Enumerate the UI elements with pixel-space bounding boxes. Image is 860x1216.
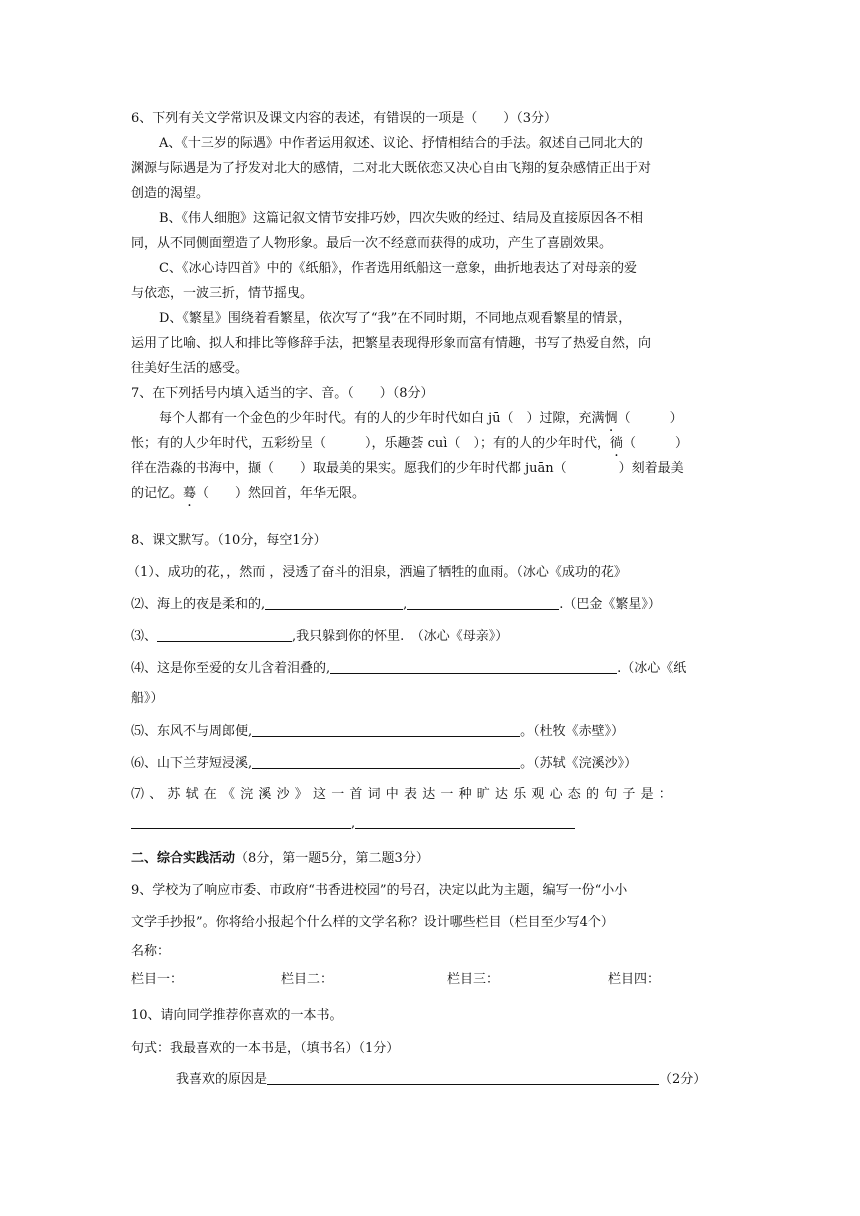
q7-line4-text: 的记忆。 [131,486,184,501]
q8-item-4-cont: 船》） [131,691,164,706]
q6-option-d-line3: 往美好生活的感受。 [131,361,249,376]
q7-passage-line4 [131,485,365,502]
q8-item6-source: 。（苏轼《浣溪沙》） [520,756,638,771]
q8-item2-text: ⑵、海上的夜是柔和的, [131,597,266,612]
q6-option-b-line1: B、《伟人细胞》这篇记叙文情节安排巧妙，四次失败的经过、结局及直接原因各不相 [159,211,644,226]
q9-column-1: 栏目一： [131,972,184,987]
q9-name-label: 名称： [131,944,171,959]
q8-item5-source: 。（杜牧《赤壁》） [520,724,625,739]
q8-item-6 [131,755,637,772]
answer-blank[interactable] [131,815,351,829]
q7-dotted-char-chang: 徜 [609,436,623,451]
answer-blank[interactable] [330,660,617,674]
q10-pattern: 句式：我最喜欢的一本书是，（填书名）（1分） [131,1041,400,1056]
q6-option-a-line1: A、《十三岁的际遇》中作者运用叙述、议论、抒情相结合的手法。叙述自己同北大的 [159,136,643,151]
q8-item2-source: .（巴金《繁星》） [559,597,661,612]
answer-blank[interactable] [267,1071,659,1085]
q7-stem: 7、在下列括号内填入适当的字、音。（ ）（8分） [131,386,434,401]
q8-item4-text: ⑷、这是你至爱的女儿含着泪叠的, [131,661,331,676]
q10-stem: 10、请向同学推荐你喜欢的一本书。 [131,1008,343,1023]
answer-blank[interactable] [252,755,520,769]
q8-item6-text: ⑹、山下兰芽短浸溪, [131,756,253,771]
q8-item-1: （1）、成功的花，，然而 ，浸透了奋斗的泪泉，洒遍了牺牲的血雨。（冰心《成功的花》 [127,565,627,580]
q8-item-5 [131,723,624,740]
answer-blank[interactable] [355,815,575,829]
q7-line1-blank: （ ） [617,411,683,426]
q9-line2: 文学手抄报”。你将给小报起个什么样的文学名称？设计哪些栏目（栏目至少写4个） [131,915,614,930]
section-note: （8分，第一题5分，第二题3分） [235,851,429,866]
q8-item-3 [131,628,508,645]
q6-option-c-line1: C、《冰心诗四首》中的《纸船》，作者选用纸船这一意象，曲折地表达了对母亲的爱 [159,261,637,276]
q6-option-a-line3: 创造的渴望。 [131,186,210,201]
q7-line1-text: 每个人都有一个金色的少年时代。有的人的少年时代如白 jū（ ）过隙，充满 [159,411,605,426]
answer-blank[interactable] [407,596,559,610]
q10-reason-label: 我喜欢的原因是 [176,1072,268,1087]
q7-dotted-char-chou: 惆 [604,411,618,426]
q8-item-7-blanks [131,815,575,832]
q8-item7-sep: , [351,816,356,831]
q6-option-d-line1: D、《繁星》围绕着看繁星，依次写了“我”在不同时期，不同地点观看繁星的情景， [159,311,632,326]
q7-passage-line1 [159,410,683,427]
q8-item4-source: .（冰心《纸 [617,661,687,676]
q8-item2-sep: , [403,597,408,612]
answer-blank[interactable] [157,628,292,642]
answer-blank[interactable] [265,596,403,610]
q6-stem: 6、下列有关文学常识及课文内容的表述，有错误的一项是（ ）（3分） [131,111,558,126]
q6-option-a-line2: 渊源与际遇是为了抒发对北大的感情，二对北大既依恋又决心自由飞翔的复杂感情正出于对 [131,161,652,176]
q7-line2-blank: （ ） [622,436,688,451]
q8-item-7: ⑺、苏轼在《浣溪沙》这一首词中表达一种旷达乐观心态的句子是： [131,787,678,802]
q8-item3-label: ⑶、 [131,629,158,644]
q7-line4-rest: （ ）然回首，年华无限。 [196,486,366,501]
q9-column-3: 栏目三： [447,972,500,987]
q9-column-4: 栏目四： [608,972,661,987]
answer-blank[interactable] [252,723,520,737]
q6-option-d-line2: 运用了比喻、拟人和排比等修辞手法，把繁星表现得形象而富有情趣，书写了热爱自然，向 [131,336,652,351]
q8-item-2 [131,596,661,613]
q7-passage-line2 [131,435,688,452]
q8-item-4 [131,660,686,677]
q7-passage-line3: 徉在浩淼的书海中，撷（ ）取最美的果实。愿我们的少年时代都 juān（ ）刻着最美 [131,461,684,476]
section-title: 二、综合实践活动 [131,851,236,866]
q10-reason-line [176,1071,706,1088]
q6-option-b-line2: 同，从不同侧面塑造了人物形象。最后一次不经意而获得的成功，产生了喜剧效果。 [131,236,613,251]
q8-stem: 8、课文默写。（10分，每空1分） [131,533,327,548]
q9-line1: 9、学校为了响应市委、市政府“书香进校园”的号召，决定以此为主题，编写一份“小小 [131,883,628,898]
q9-column-2: 栏目二： [281,972,334,987]
q8-item5-text: ⑸、东风不与周郎便, [131,724,253,739]
q7-line2-text: 怅；有的人少年时代，五彩纷呈（ ），乐趣荟 cuì（ ）；有的人的少年时代， [131,436,610,451]
section-heading [131,850,429,867]
q8-item3-text: ,我只躲到你的怀里. （冰心《母亲》） [292,629,509,644]
q10-score: （2分） [659,1072,707,1087]
q7-dotted-char-mo: 蓦 [183,486,197,501]
q6-option-c-line2: 与依恋，一波三折，情节摇曳。 [131,286,314,301]
